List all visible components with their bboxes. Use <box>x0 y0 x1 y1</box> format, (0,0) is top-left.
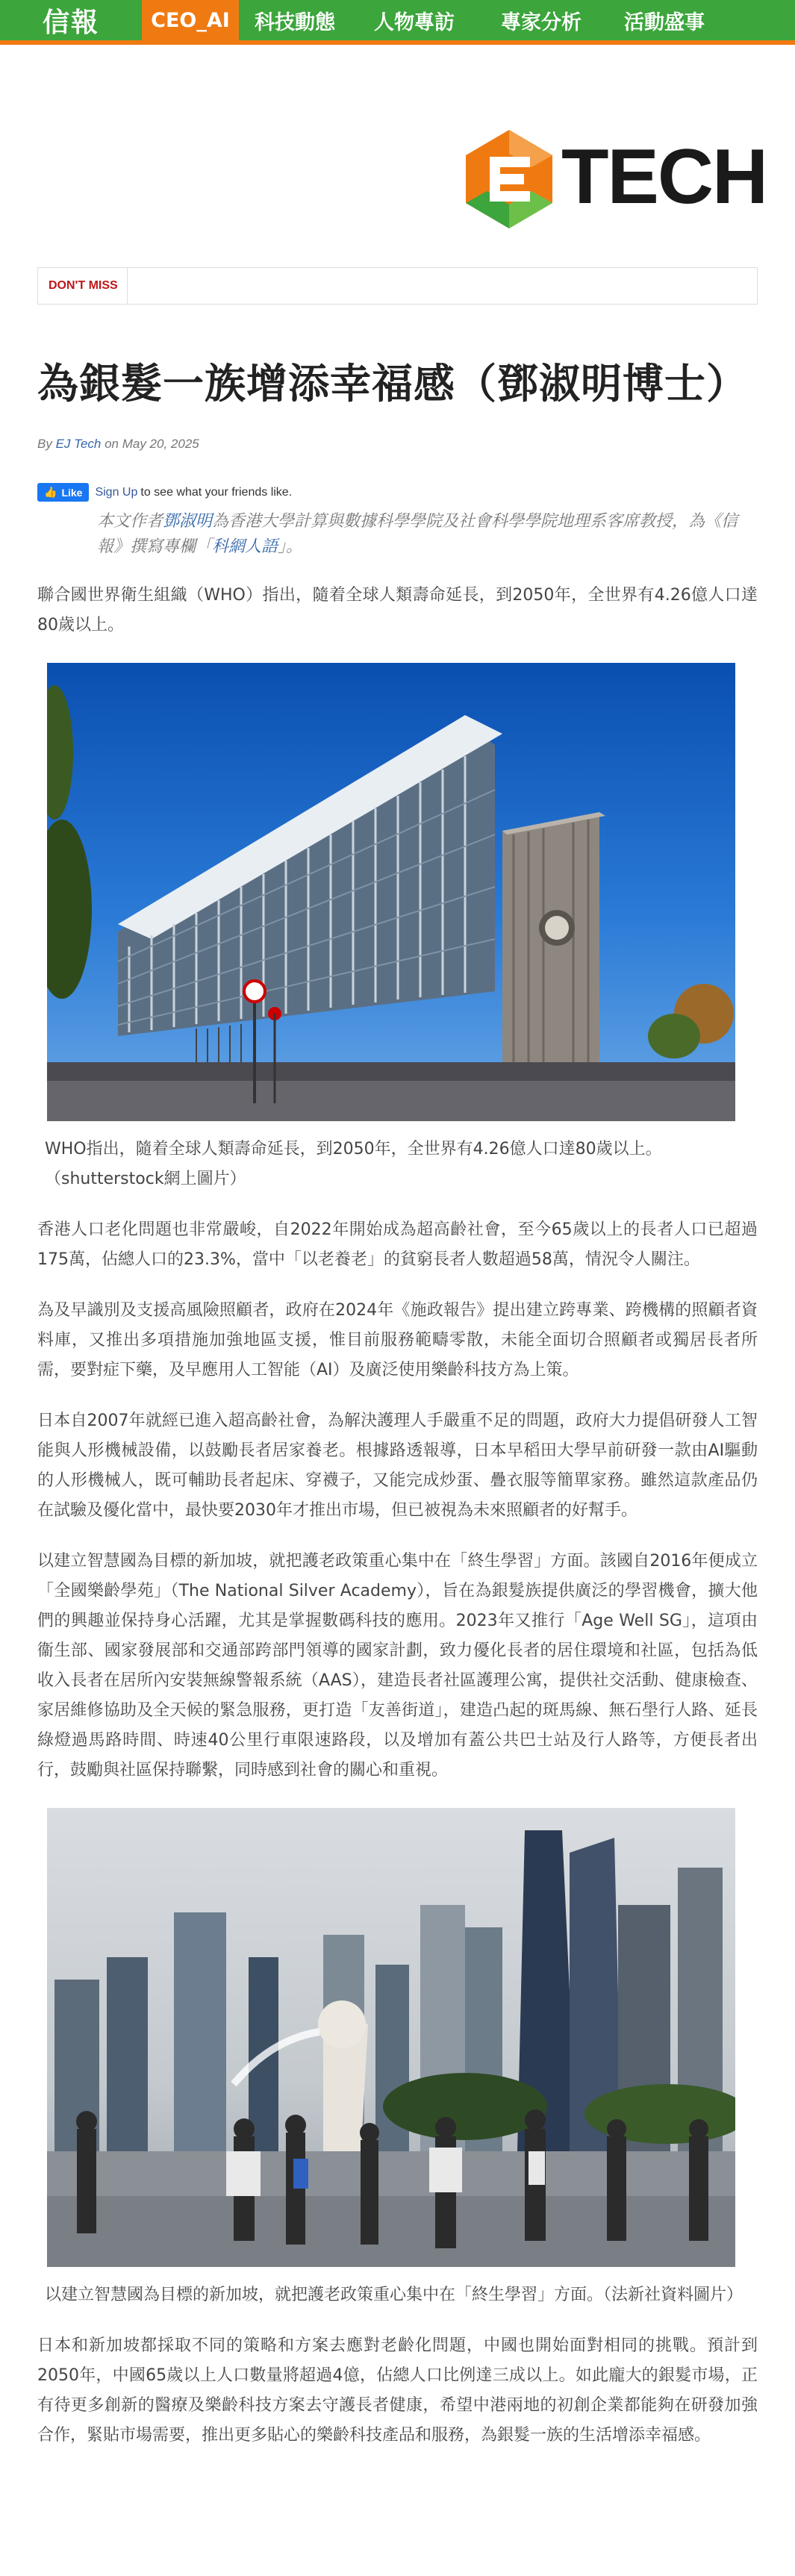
ej-tech-logo-icon[interactable] <box>457 127 561 231</box>
article-paragraph: 為及早識別及支援高風險照顧者，政府在2024年《施政報告》提出建立跨專業、跨機構的照顧者資料庫，又推出多項措施加強地區支援，惟目前服務範疇零散，未能全面切合照顧者或獨居長者所需，要對症下藥，及早應用人工智能（AI）及廣泛使用樂齡科技方為上策。 <box>37 1301 758 1379</box>
byline-prefix: By <box>37 437 56 451</box>
byline <box>37 437 758 452</box>
dont-miss-label: DON'T MISS <box>38 268 128 304</box>
singapore-skyline-illustration <box>47 1808 735 2267</box>
facebook-like-row <box>37 483 758 502</box>
article-paragraph: 以建立智慧國為目標的新加坡，就把護老政策重心集中在「終生學習」方面。該國自2016年便成立「全國樂齡學苑」（The National Silver Academy），旨在為銀髮族提供廣泛的學習機會，擴大他們的興趣並保持身心活躍，尤其是掌握數碼科技的應用。2023年又推行「Age Well SG」，這項由衞生部、國家發展部和交通部跨部門領導的國家計劃，致力優化長者的居住環境和社區，包括為低收入長者在居所內安裝無線警報系統（AAS），建造長者社區護理公寓，提供社交活動、健康檢查、家居維修協助及全天候的緊急服務，更打造「友善街道」，建造凸起的斑馬線、無石壆行人路、延長綠燈過馬路時間、時速40公里行車限速路段，以及增加有蓋公共巴士站及行人路等，方便長者出行，鼓勵與社區保持聯繫，同時感到社會的關心和重視。 <box>37 1552 758 1780</box>
figure-caption: WHO指出，隨着全球人類壽命延長，到2050年，全世界有4.26億人口達80歲以上。（shutterstock網上圖片） <box>45 1140 662 1188</box>
nav-item-events[interactable]: 活動盛事 <box>624 10 705 34</box>
who-headquarters-photo <box>47 663 735 1121</box>
author-name-link[interactable]: 鄧淑明 <box>163 512 213 531</box>
singapore-merlion-photo <box>47 1808 735 2267</box>
publish-date: May 20, 2025 <box>122 437 199 451</box>
intro-text-pre: 本文作者 <box>97 512 163 531</box>
nav-item-tech-news[interactable]: 科技動態 <box>255 10 335 34</box>
nav-item-expert-analysis[interactable]: 專家分析 <box>501 10 582 34</box>
nav-item-ceo-ai[interactable]: CEO_AI <box>142 0 239 40</box>
author-intro-note <box>97 509 743 560</box>
facebook-like-button[interactable] <box>37 483 89 502</box>
thumbs-up-icon: 👍 <box>44 486 57 498</box>
facebook-signup-link[interactable]: Sign Up <box>95 485 138 499</box>
article-paragraph: 日本自2007年就經已進入超高齡社會，為解決護理人手嚴重不足的問題，政府大力提倡研發人工智能與人形機械設備，以鼓勵長者居家養老。根據路透報導，日本早稻田大學早前研發一款由AI驅動的人形機械人，既可輔助長者起床、穿襪子，又能完成炒蛋、疊衣服等簡單家務。雖然這款產品仍在試驗及優化當中，最快要2030年才推出市場，但已被視為未來照顧者的好幫手。 <box>37 1412 758 1520</box>
byline-on: on <box>101 437 122 451</box>
facebook-like-label: Like <box>61 486 83 499</box>
figure-caption: 以建立智慧國為目標的新加坡，就把護老政策重心集中在「終生學習」方面。（法新社資料圖片） <box>45 2286 743 2304</box>
author-link[interactable]: EJ Tech <box>55 437 102 451</box>
column-name-link[interactable]: 科網人語 <box>212 537 278 556</box>
article-paragraph: 聯合國世界衛生組織（WHO）指出，隨着全球人類壽命延長，到2050年，全世界有4.26億人口達80歲以上。 <box>37 586 758 634</box>
article-paragraph: 日本和新加坡都採取不同的策略和方案去應對老齡化問題，中國也開始面對相同的挑戰。預計到2050年，中國65歲以上人口數量將超過4億，佔總人口比例達三成以上。如此龐大的銀髮市場，正有待更多創新的醫療及樂齡科技方案去守護長者健康，希望中港兩地的初創企業都能夠在研發加強合作，緊貼市場需要，推出更多貼心的樂齡科技產品和服務，為銀髮一族的生活增添幸福感。 <box>37 2336 758 2445</box>
facebook-signup-text: to see what your friends like. <box>140 485 293 499</box>
article-container <box>0 267 795 2451</box>
article-title: 為銀髮一族增添幸福感（鄧淑明博士） <box>37 360 749 408</box>
figure-singapore <box>37 1808 758 2310</box>
dont-miss-bar <box>37 267 758 305</box>
site-logo[interactable]: 信報 <box>42 6 99 38</box>
figure-who-building <box>37 663 758 1194</box>
brand-wordmark: TECH <box>561 134 767 220</box>
article-paragraph: 香港人口老化問題也非常嚴峻，自2022年開始成為超高齡社會，至今65歲以上的長者人口已超過175萬，佔總人口的23.3%，當中「以老養老」的貧窮長者人數超過58萬，情況令人關注。 <box>37 1220 758 1269</box>
brand-header <box>0 45 795 220</box>
intro-text-post: 」。 <box>278 537 303 556</box>
top-navigation-bar <box>0 0 795 45</box>
nav-item-interviews[interactable]: 人物專訪 <box>374 10 455 34</box>
intro-text-mid: 為香港大學計算與數據科學學院及社會科學學院地理系客席教授，為《信報》撰寫專欄「 <box>97 512 738 556</box>
who-building-illustration <box>47 663 735 1121</box>
